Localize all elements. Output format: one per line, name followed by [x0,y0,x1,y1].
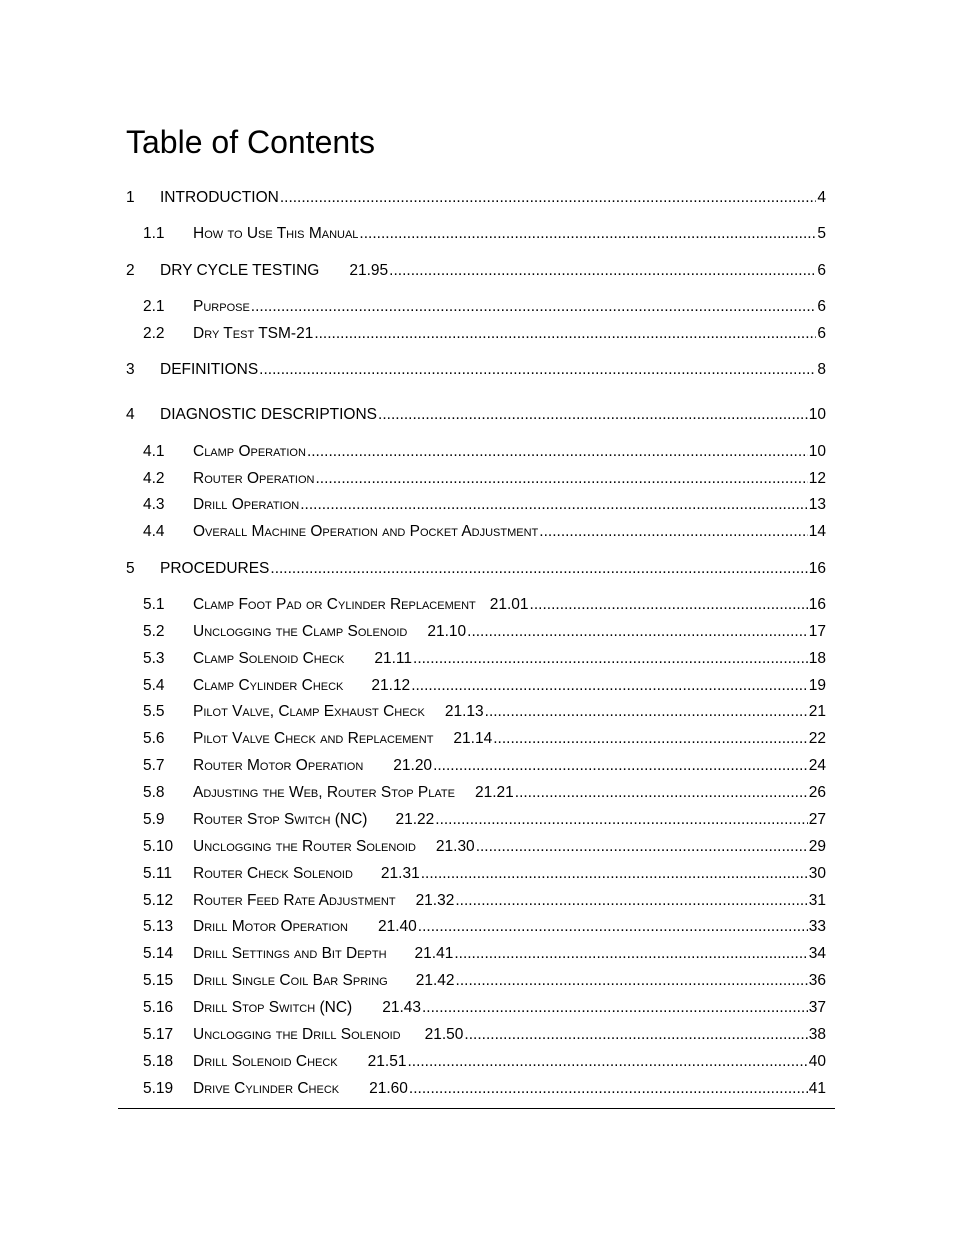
toc-entry-reference: 21.51 [367,1053,407,1070]
toc-entry-title: Drill Single Coil Bar Spring [193,972,388,989]
toc-entry[interactable] [126,676,826,696]
toc-entry-reference: 21.32 [415,892,455,909]
toc-entry-number: 4.4 [143,523,165,540]
toc-entry-reference: 21.40 [378,918,417,935]
bottom-divider [118,1108,835,1109]
toc-entry[interactable] [126,261,826,281]
toc-entry[interactable] [126,917,826,937]
dot-leader [476,837,808,857]
toc-entry-page: 24 [808,757,826,774]
toc-entry-page: 6 [817,298,826,315]
toc-entry[interactable] [126,595,826,615]
toc-entry-number: 5.10 [143,838,174,855]
toc-entry-number: 1.1 [143,225,165,242]
toc-entry-number: 5.3 [143,650,165,667]
toc-entry-title: Dry Test TSM-21 [193,325,314,342]
toc-entry-page: 21 [808,703,826,720]
toc-entry-reference: 21.11 [374,650,413,667]
dot-leader [539,522,807,542]
toc-entry-page: 4 [817,189,826,206]
toc-entry[interactable] [126,783,826,803]
toc-entry-title: DEFINITIONS [160,361,259,378]
toc-entry-reference: 21.42 [415,972,455,989]
toc-entry-number: 5.13 [143,918,174,935]
toc-entry-reference: 21.21 [474,784,514,801]
toc-entry-page: 34 [808,945,826,962]
toc-entry[interactable] [126,442,826,462]
dot-leader [359,224,816,244]
toc-entry-number: 2.1 [143,298,165,315]
toc-entry-reference: 21.50 [424,1026,464,1043]
dot-leader [314,324,816,344]
toc-entry-title: DRY CYCLE TESTING [160,262,320,279]
dot-leader [433,756,808,776]
toc-entry[interactable] [126,649,826,669]
toc-entry-page: 16 [808,560,826,577]
dot-leader [422,998,808,1018]
toc-entry-title: PROCEDURES [160,560,270,577]
toc-entry-page: 40 [808,1053,826,1070]
toc-entry-page: 6 [817,325,826,342]
toc-entry-number: 5.17 [143,1026,174,1043]
dot-leader [493,729,808,749]
toc-entry-reference: 21.60 [369,1080,408,1097]
toc-entry-number: 5.1 [143,596,165,613]
toc-entry-page: 13 [808,496,826,513]
toc-entry-number: 5.8 [143,784,165,801]
dot-leader [421,864,808,884]
toc-entry-title: Drill Settings and Bit Depth [193,945,387,962]
toc-entry[interactable] [126,1079,826,1099]
toc-entry-page: 8 [817,361,826,378]
toc-entry[interactable] [126,702,826,722]
dot-leader [435,810,807,830]
dot-leader [411,676,808,696]
toc-entry[interactable] [126,1052,826,1072]
toc-entry-reference: 21.43 [382,999,421,1016]
toc-entry-title: Clamp Operation [193,443,306,460]
toc-entry[interactable] [126,891,826,911]
toc-entry[interactable] [126,971,826,991]
dot-leader [467,622,808,642]
toc-entry[interactable] [126,837,826,857]
toc-entry-page: 18 [808,650,826,667]
toc-entry-title: Router Motor Operation [193,757,364,774]
toc-entry-number: 5.18 [143,1053,174,1070]
toc-entry-reference: 21.95 [349,262,389,279]
toc-entry-title: Clamp Cylinder Check [193,677,344,694]
dot-leader [378,405,808,425]
toc-entry[interactable] [126,944,826,964]
toc-entry-page: 6 [817,262,826,279]
dot-leader [307,442,808,462]
toc-entry-reference: 21.14 [453,730,493,747]
toc-entry-page: 29 [808,838,826,855]
toc-entry-page: 37 [808,999,826,1016]
toc-entry[interactable] [126,729,826,749]
toc-entry-title: Pilot Valve Check and Replacement [193,730,434,747]
toc-entry-page: 22 [808,730,826,747]
toc-entry-number: 1 [126,189,135,206]
toc-entry[interactable] [126,188,826,208]
toc-entry-title: How to Use This Manual [193,225,359,242]
dot-leader [389,261,816,281]
toc-entry-number: 4.1 [143,443,165,460]
toc-entry-title: Drive Cylinder Check [193,1080,340,1097]
dot-leader [418,917,808,937]
toc-entry[interactable] [126,405,826,425]
toc-entry-page: 12 [808,470,826,487]
toc-entry-title: Router Stop Switch (NC) [193,811,368,828]
toc-entry-number: 3 [126,361,135,378]
toc-entry-number: 5.16 [143,999,174,1016]
toc-entry-page: 19 [808,677,826,694]
toc-entry[interactable] [126,622,826,642]
toc-entry-title: Router Feed Rate Adjustment [193,892,396,909]
toc-entry-page: 33 [808,918,826,935]
toc-entry-number: 2 [126,262,135,279]
toc-entry-page: 27 [808,811,826,828]
toc-entry-reference: 21.30 [435,838,475,855]
toc-entry-number: 5 [126,560,135,577]
toc-entry-number: 5.6 [143,730,165,747]
toc-entry-page: 14 [808,523,826,540]
toc-entry-reference: 21.22 [395,811,435,828]
toc-entry-page: 5 [817,225,826,242]
toc-entry[interactable] [126,998,826,1018]
dot-leader [456,971,808,991]
toc-entry-number: 5.7 [143,757,165,774]
dot-leader [315,469,807,489]
toc-entry-number: 2.2 [143,325,165,342]
toc-entry-title: Drill Motor Operation [193,918,348,935]
toc-entry-reference: 21.10 [427,623,467,640]
toc-entry-number: 4 [126,406,135,423]
toc-entry-number: 5.2 [143,623,165,640]
toc-entry[interactable] [126,1025,826,1045]
toc-entry[interactable] [126,495,826,515]
toc-entry-title: Purpose [193,298,250,315]
dot-leader [413,649,808,669]
toc-entry-page: 41 [808,1080,826,1097]
dot-leader [259,360,816,380]
toc-entry-title: Unclogging the Drill Solenoid [193,1026,401,1043]
dot-leader [280,188,817,208]
dot-leader [455,891,807,911]
dot-leader [530,595,808,615]
toc-entry-page: 26 [808,784,826,801]
toc-entry-number: 5.5 [143,703,165,720]
toc-entry-number: 4.3 [143,496,165,513]
dot-leader [515,783,808,803]
toc-entry-reference: 21.12 [371,677,411,694]
toc-entry[interactable] [126,756,826,776]
toc-entry-number: 5.14 [143,945,174,962]
toc-entry-title: Adjusting the Web, Router Stop Plate [193,784,455,801]
toc-entry-number: 5.12 [143,892,174,909]
dot-leader [407,1052,807,1072]
toc-entry[interactable] [126,559,826,579]
toc-entry-reference: 21.13 [444,703,484,720]
dot-leader [251,297,817,317]
dot-leader [454,944,807,964]
toc-entry[interactable] [126,522,826,542]
toc-entry-page: 36 [808,972,826,989]
toc-entry-title: Drill Operation [193,496,300,513]
toc-entry-page: 17 [808,623,826,640]
toc-entry-page: 10 [808,443,826,460]
toc-entry[interactable] [126,360,826,380]
toc-entry[interactable] [126,324,826,344]
toc-entry-number: 5.9 [143,811,165,828]
dot-leader [300,495,808,515]
dot-leader [270,559,807,579]
toc-entry[interactable] [126,224,826,244]
toc-entry-page: 38 [808,1026,826,1043]
toc-entry-title: DIAGNOSTIC DESCRIPTIONS [160,406,378,423]
toc-entry-page: 30 [808,865,826,882]
toc-entry-title: Overall Machine Operation and Pocket Adjustment [193,523,539,540]
toc-entry[interactable] [126,297,826,317]
toc-entry-reference: 21.20 [393,757,433,774]
toc-entry[interactable] [126,864,826,884]
toc-entry-number: 5.19 [143,1080,174,1097]
toc-entry-title: Clamp Foot Pad or Cylinder Replacement [193,596,476,613]
toc-entry-page: 10 [808,406,826,423]
dot-leader [409,1079,808,1099]
toc-entry-page: 16 [808,596,826,613]
toc-entry-number: 5.11 [143,865,173,882]
toc-entry-title: Router Check Solenoid [193,865,353,882]
toc-entry-reference: 21.01 [489,596,529,613]
toc-entry-title: Drill Stop Switch (NC) [193,999,353,1016]
toc-entry-title: Router Operation [193,470,315,487]
dot-leader [485,702,808,722]
toc-entry-title: Clamp Solenoid Check [193,650,345,667]
toc-entry-page: 31 [808,892,826,909]
toc-entry-number: 4.2 [143,470,165,487]
toc-entry-title: Pilot Valve, Clamp Exhaust Check [193,703,425,720]
toc-entry-title: Unclogging the Clamp Solenoid [193,623,408,640]
toc-entry-number: 5.15 [143,972,174,989]
toc-entry-title: Drill Solenoid Check [193,1053,338,1070]
dot-leader [464,1025,807,1045]
toc-entry[interactable] [126,469,826,489]
page-title: Table of Contents [126,124,376,160]
toc-entry-title: Unclogging the Router Solenoid [193,838,416,855]
toc-entry-reference: 21.41 [414,945,454,962]
toc-entry-title: INTRODUCTION [160,189,279,206]
toc-entry[interactable] [126,810,826,830]
toc-entry-reference: 21.31 [380,865,420,882]
toc-entry-number: 5.4 [143,677,165,694]
